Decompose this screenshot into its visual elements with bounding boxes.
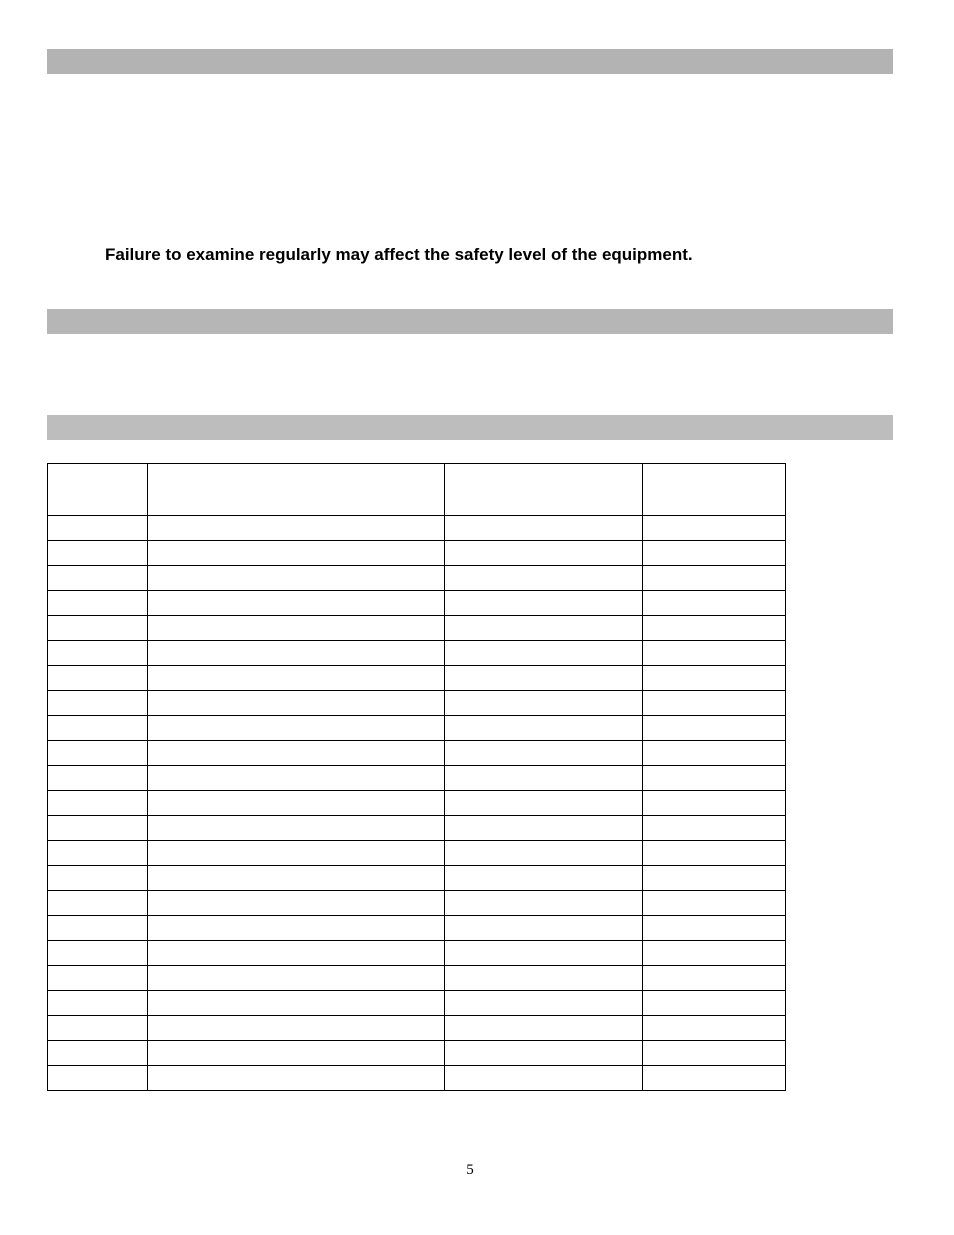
table-cell (445, 616, 643, 641)
table-row (48, 916, 786, 941)
table-cell (48, 891, 148, 916)
table-cell (643, 916, 786, 941)
table-cell (643, 1066, 786, 1091)
table-cell (148, 766, 445, 791)
table-cell (643, 766, 786, 791)
table-row (48, 791, 786, 816)
table-cell (643, 741, 786, 766)
table-cell (148, 941, 445, 966)
table-header-cell (48, 464, 148, 516)
table-row (48, 641, 786, 666)
table-row (48, 591, 786, 616)
table-cell (148, 691, 445, 716)
table-cell (445, 1016, 643, 1041)
table-cell (643, 616, 786, 641)
table-cell (148, 716, 445, 741)
table-cell (48, 1066, 148, 1091)
table-row (48, 666, 786, 691)
table-header-cell (643, 464, 786, 516)
table-cell (48, 641, 148, 666)
table-row (48, 1066, 786, 1091)
table-cell (48, 766, 148, 791)
table-cell (445, 791, 643, 816)
table-cell (48, 741, 148, 766)
table-row (48, 1016, 786, 1041)
table-cell (643, 816, 786, 841)
table-cell (643, 666, 786, 691)
table-cell (148, 1041, 445, 1066)
table-row (48, 866, 786, 891)
table-cell (445, 766, 643, 791)
table-cell (148, 591, 445, 616)
table-cell (643, 716, 786, 741)
table-cell (148, 516, 445, 541)
table-cell (445, 866, 643, 891)
table-cell (48, 866, 148, 891)
table-cell (445, 641, 643, 666)
table-cell (148, 641, 445, 666)
table-header-cell (445, 464, 643, 516)
table-cell (48, 991, 148, 1016)
table-cell (148, 841, 445, 866)
section-header-bar (47, 309, 893, 334)
table-cell (445, 541, 643, 566)
table-cell (445, 691, 643, 716)
table-cell (48, 1016, 148, 1041)
table-cell (148, 991, 445, 1016)
table-cell (445, 966, 643, 991)
table-cell (445, 716, 643, 741)
table-header-row (48, 464, 786, 516)
table-row (48, 616, 786, 641)
table-cell (48, 666, 148, 691)
table-cell (445, 591, 643, 616)
table-cell (48, 591, 148, 616)
table-cell (148, 916, 445, 941)
table-cell (643, 641, 786, 666)
table-cell (148, 1016, 445, 1041)
section-header-bar (47, 415, 893, 440)
table-cell (643, 841, 786, 866)
table-cell (48, 916, 148, 941)
table-row (48, 741, 786, 766)
table-cell (643, 691, 786, 716)
table-cell (48, 691, 148, 716)
table-cell (148, 891, 445, 916)
table-cell (148, 816, 445, 841)
table-cell (643, 591, 786, 616)
table-cell (643, 566, 786, 591)
table-cell (148, 741, 445, 766)
table-cell (643, 1016, 786, 1041)
section-header-bar (47, 49, 893, 74)
table-cell (48, 1041, 148, 1066)
table-row (48, 941, 786, 966)
table-row (48, 1041, 786, 1066)
table-cell (643, 791, 786, 816)
table-cell (643, 966, 786, 991)
table-row (48, 816, 786, 841)
table-cell (48, 716, 148, 741)
table-cell (48, 616, 148, 641)
table-cell (445, 916, 643, 941)
table-row (48, 766, 786, 791)
table-row (48, 716, 786, 741)
table-cell (445, 841, 643, 866)
table-cell (48, 516, 148, 541)
table-cell (48, 791, 148, 816)
table-cell (148, 1066, 445, 1091)
table-cell (48, 541, 148, 566)
table-row (48, 841, 786, 866)
table-cell (48, 966, 148, 991)
table-cell (445, 566, 643, 591)
table-cell (148, 866, 445, 891)
table-cell (48, 816, 148, 841)
table-cell (445, 516, 643, 541)
table-cell (48, 566, 148, 591)
table-cell (445, 666, 643, 691)
table-cell (445, 741, 643, 766)
table-cell (643, 516, 786, 541)
table-cell (148, 791, 445, 816)
table-row (48, 541, 786, 566)
table-cell (643, 866, 786, 891)
table-cell (445, 891, 643, 916)
table-cell (445, 816, 643, 841)
table-cell (445, 1041, 643, 1066)
table-cell (445, 991, 643, 1016)
table-cell (148, 616, 445, 641)
table-cell (643, 541, 786, 566)
table-cell (643, 891, 786, 916)
table-row (48, 966, 786, 991)
table-cell (148, 566, 445, 591)
table-cell (445, 941, 643, 966)
table-cell (643, 1041, 786, 1066)
table-header-cell (148, 464, 445, 516)
table-cell (148, 666, 445, 691)
safety-warning: Failure to examine regularly may affect the safety level of the equipment. (105, 245, 693, 264)
table-cell (643, 941, 786, 966)
table-row (48, 991, 786, 1016)
table-cell (643, 991, 786, 1016)
table-cell (48, 841, 148, 866)
table-cell (148, 966, 445, 991)
page-number: 5 (466, 1162, 474, 1178)
table-row (48, 691, 786, 716)
table-cell (148, 541, 445, 566)
inspection-log-table (47, 463, 786, 1091)
table-cell (445, 1066, 643, 1091)
table-row (48, 566, 786, 591)
table-row (48, 891, 786, 916)
table-cell (48, 941, 148, 966)
table-row (48, 516, 786, 541)
